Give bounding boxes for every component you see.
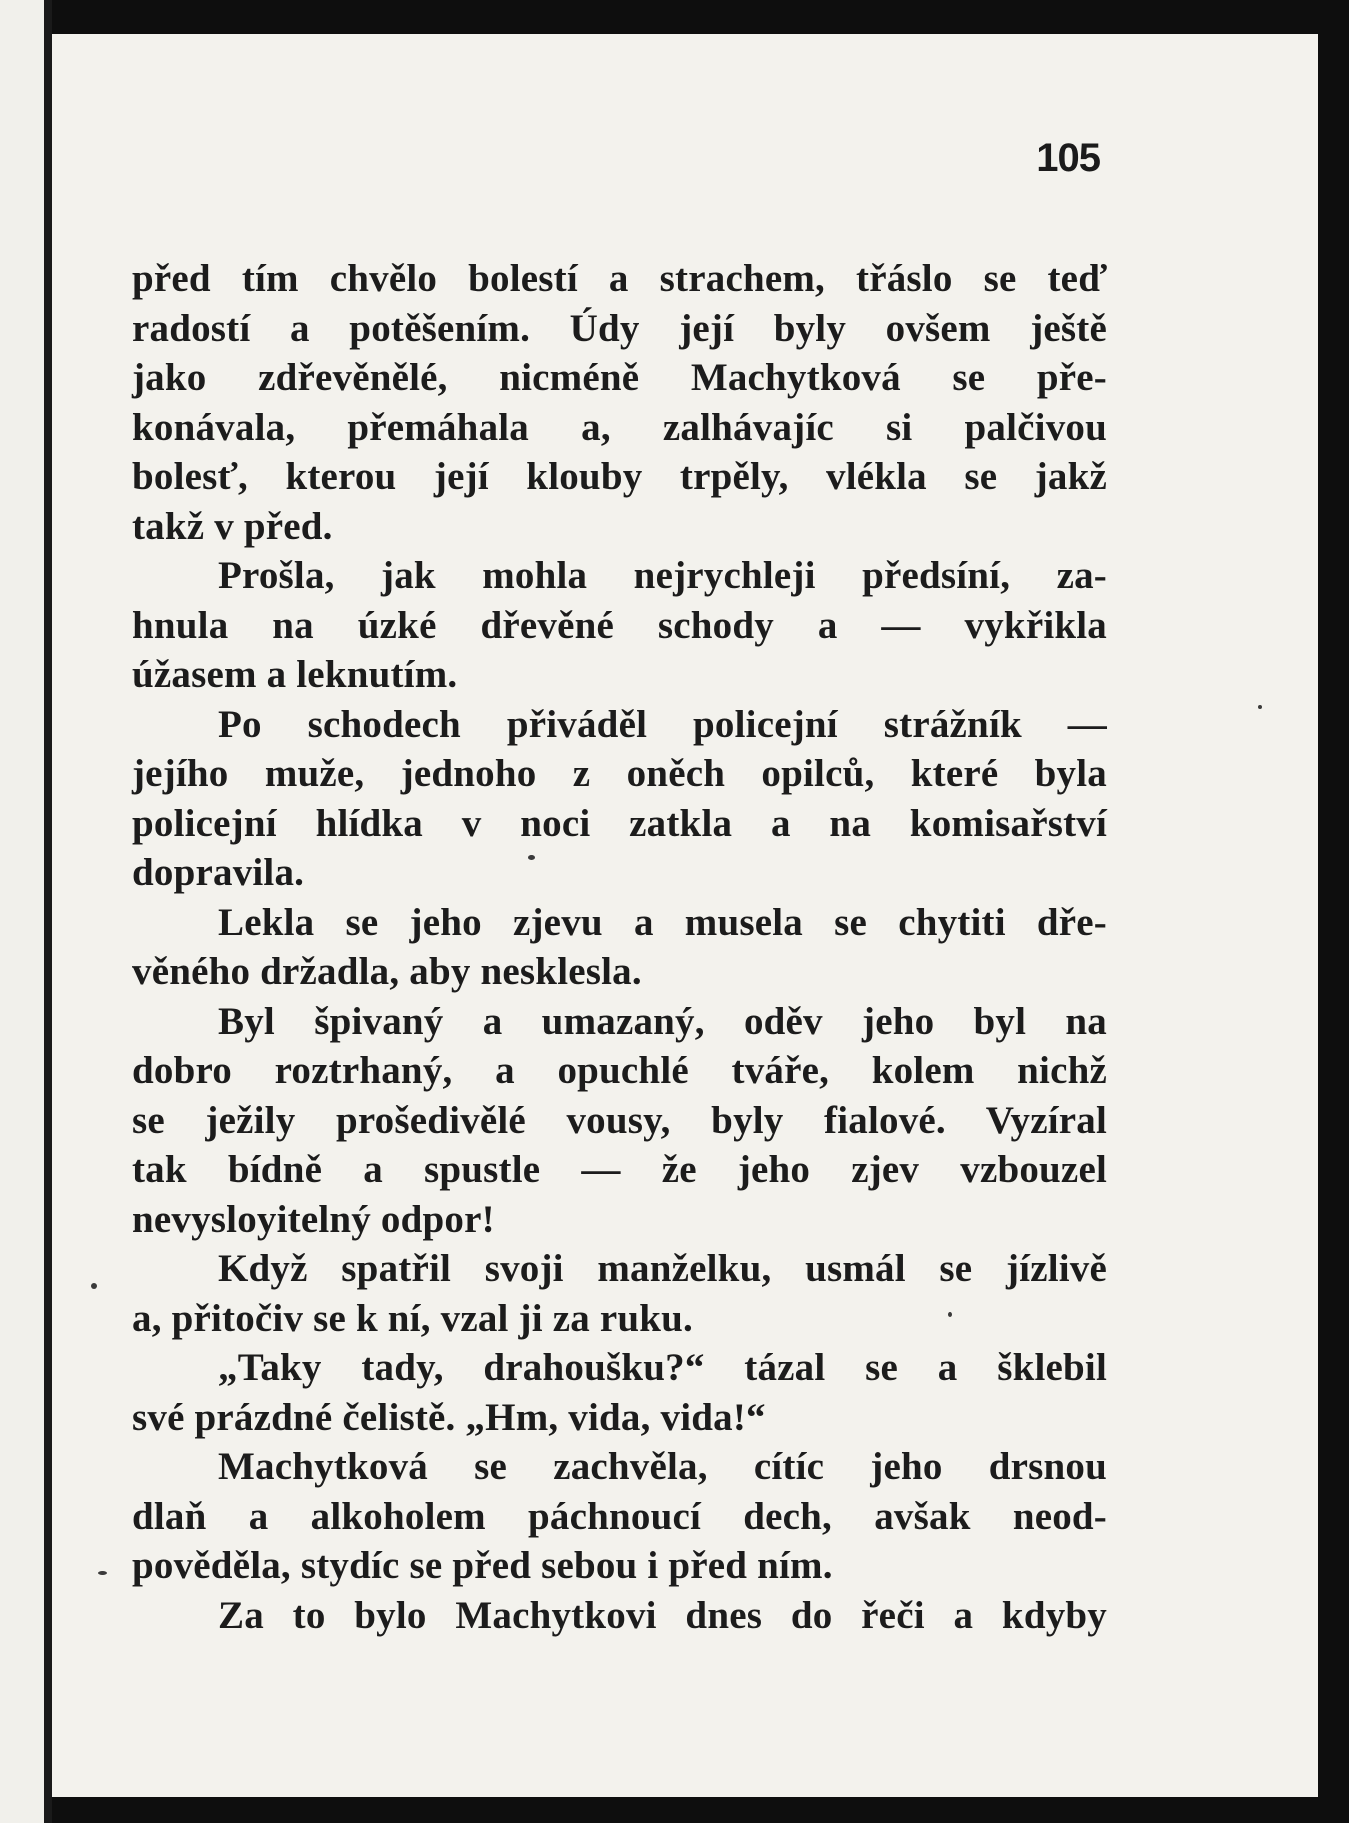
text-line: bolesť, kterou její klouby trpěly, vlékla se jakž	[132, 455, 1107, 498]
text-line: „Taky tady, drahoušku?“ tázal se a šklebil	[218, 1346, 1107, 1389]
text-line: nevysloyitelný odpor!	[132, 1197, 495, 1241]
page-gutter	[44, 0, 52, 1823]
scan-speck	[528, 855, 535, 860]
text-line: Po schodech přiváděl policejní strážník —	[218, 702, 1107, 746]
scan-speck	[98, 1571, 107, 1575]
text-line: dobro roztrhaný, a opuchlé tváře, kolem nichž	[132, 1049, 1107, 1092]
text-line: tak bídně a spustle — že jeho zjev vzbouzel	[132, 1148, 1107, 1191]
text-line: před tím chvělo bolestí a strachem, třáslo se teď	[132, 257, 1107, 300]
scan-speck	[1258, 705, 1262, 709]
text-line: jako zdřevěnělé, nicméně Machytková se pře-	[132, 356, 1107, 399]
text-line: věného držadla, aby nesklesla.	[132, 950, 642, 993]
text-line: úžasem a leknutím.	[132, 653, 458, 696]
left-page-margin	[0, 0, 52, 1823]
text-line: takž v před.	[132, 504, 333, 548]
scan-speck	[948, 1312, 952, 1317]
text-line: Když spatřil svoji manželku, usmál se jízlivě	[218, 1247, 1107, 1290]
text-line: své prázdné čelistě. „Hm, vida, vida!“	[132, 1395, 766, 1439]
text-line: jejího muže, jednoho z oněch opilců, které byla	[132, 752, 1107, 795]
text-line: a, přitočiv se k ní, vzal ji za ruku.	[132, 1296, 693, 1340]
text-line: se ježily prošedivělé vousy, byly fialové. Vyzíral	[132, 1098, 1107, 1142]
text-line: policejní hlídka v noci zatkla a na komisařství	[132, 801, 1107, 845]
text-line: pověděla, stydíc se před sebou i před ním.	[132, 1544, 833, 1587]
scan-speck	[91, 1283, 97, 1289]
text-line: radostí a potěšením. Údy její byly ovšem ještě	[132, 306, 1107, 350]
text-line: Prošla, jak mohla nejrychleji předsíní, za-	[218, 554, 1107, 597]
text-line: dopravila.	[132, 851, 305, 894]
page-number: 105	[1036, 136, 1100, 180]
text-line: konávala, přemáhala a, zalhávajíc si palčivou	[132, 405, 1107, 449]
page-body-text	[132, 254, 1107, 1640]
text-line: Lekla se jeho zjevu a musela se chytiti dře-	[218, 900, 1107, 944]
text-line: Za to bylo Machytkovi dnes do řeči a kdyby	[218, 1593, 1107, 1637]
text-line: Machytková se zachvěla, cítíc jeho drsnou	[218, 1445, 1107, 1488]
text-line: Byl špivaný a umazaný, oděv jeho byl na	[218, 999, 1107, 1043]
text-line: hnula na úzké dřevěné schody a — vykřikla	[132, 603, 1107, 647]
text-line: dlaň a alkoholem páchnoucí dech, avšak neod-	[132, 1494, 1107, 1538]
